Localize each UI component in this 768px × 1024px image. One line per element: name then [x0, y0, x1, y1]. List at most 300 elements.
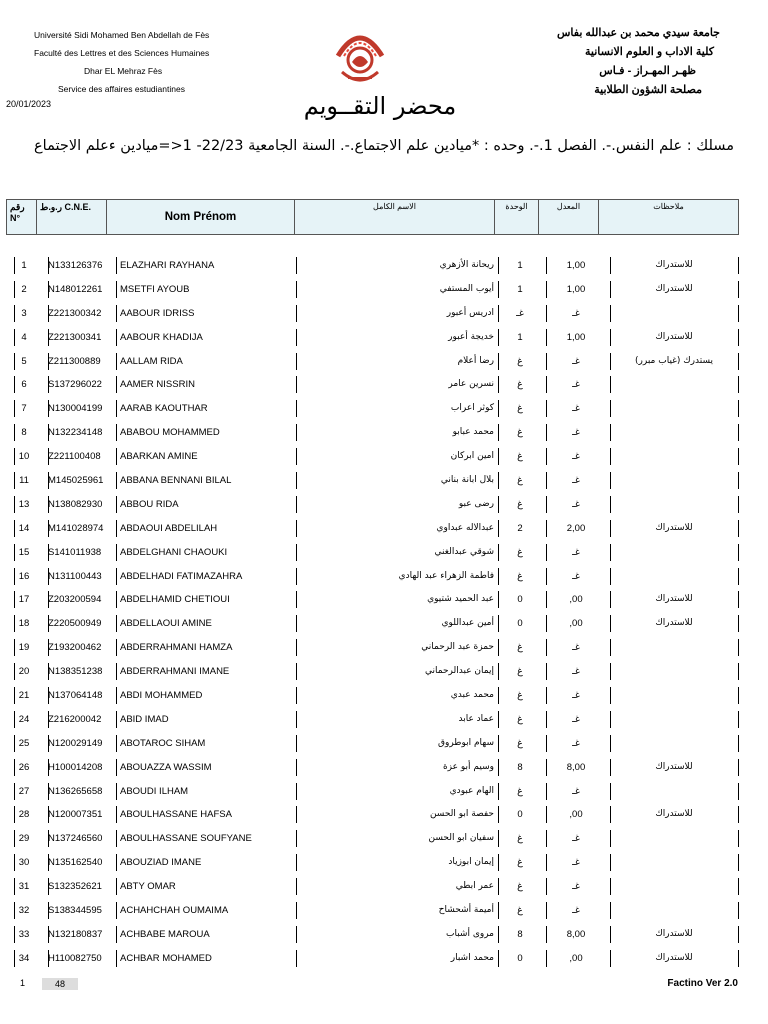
column-divider: [116, 496, 117, 513]
column-divider: [498, 759, 499, 776]
row-cne: N120007351: [48, 809, 103, 821]
row-arabic-name: خديجة أعبور: [448, 331, 494, 342]
row-number: 18: [18, 618, 30, 630]
row-cne: N136265658: [48, 785, 103, 797]
row-arabic-name: سفيان ابو الحسن: [428, 833, 494, 844]
row-unit-grade: 1: [517, 260, 523, 271]
row-number: 24: [18, 713, 30, 725]
column-divider: [48, 878, 49, 895]
column-divider: [296, 950, 297, 967]
row-remark: [610, 687, 738, 704]
row-unit-grade: 2: [517, 522, 523, 534]
row-remark: يستدرك (غياب مبرر): [635, 355, 713, 366]
row-unit-grade: غ: [517, 642, 523, 654]
row-unit-grade: 1: [517, 283, 523, 295]
column-divider: [116, 663, 117, 680]
row-arabic-name: نسرين عامر: [448, 379, 494, 390]
column-divider: [610, 353, 611, 370]
row-arabic-name: شوقي عبدالغني: [434, 546, 494, 557]
column-divider: [610, 663, 611, 680]
row-cne: Z221100408: [48, 451, 101, 463]
row-average: غـ: [572, 785, 580, 797]
row-unit-grade: غ: [517, 690, 523, 702]
column-divider: [48, 376, 49, 393]
row-arabic-name: فاطمة الزهراء عبد الهادي: [398, 570, 494, 581]
column-divider: [546, 854, 547, 871]
column-divider: [546, 806, 547, 823]
table-row: [14, 492, 738, 516]
column-divider: [296, 496, 297, 513]
column-divider: [116, 615, 117, 632]
column-divider: [546, 376, 547, 393]
column-divider: [296, 448, 297, 465]
row-unit-grade: 0: [517, 618, 523, 630]
column-divider: [296, 376, 297, 393]
column-divider: [14, 806, 15, 823]
column-divider: [610, 400, 611, 417]
column-divider: [498, 257, 499, 274]
row-unit-grade: غ: [517, 451, 523, 463]
column-divider: [498, 353, 499, 370]
university-name: Université Sidi Mohamed Ben Abdellah de Fès: [34, 30, 210, 40]
column-divider: [610, 878, 611, 895]
table-row: [14, 635, 738, 659]
document-date: 20/01/2023: [6, 99, 52, 109]
row-cne: N135162540: [48, 857, 103, 869]
column-divider: [296, 926, 297, 943]
column-divider: [296, 854, 297, 871]
row-number: 15: [18, 546, 30, 558]
table-header: [6, 199, 739, 235]
table-row: [14, 587, 738, 611]
row-remark: [610, 854, 738, 871]
row-remark: للاستدراك: [655, 761, 693, 772]
column-divider: [546, 615, 547, 632]
row-number: 8: [21, 427, 27, 439]
column-divider: [498, 329, 499, 346]
row-remark: [610, 424, 738, 441]
column-divider: [738, 663, 739, 680]
column-divider: [738, 568, 739, 585]
row-cne: S132352621: [48, 881, 102, 893]
column-divider: [610, 568, 611, 585]
row-name: AARAB KAOUTHAR: [120, 403, 208, 415]
row-arabic-name: أيوب المستفي: [439, 283, 494, 294]
column-divider: [498, 615, 499, 632]
column-divider: [498, 950, 499, 967]
row-unit-grade: غ: [517, 833, 523, 845]
column-divider: [14, 353, 15, 370]
row-average: غـ: [572, 713, 580, 725]
row-arabic-name: ادريس أعبور: [446, 307, 494, 318]
table-row: [14, 611, 738, 635]
row-remark: [610, 902, 738, 919]
header-ar-name: الاسم الكامل: [295, 200, 495, 235]
column-divider: [296, 568, 297, 585]
row-unit-grade: غ: [517, 905, 523, 917]
row-average: ,00: [569, 594, 583, 606]
column-divider: [116, 687, 117, 704]
row-cne: N131100443: [48, 570, 102, 582]
header-moy: المعدل: [539, 200, 599, 235]
row-number: 30: [18, 857, 30, 869]
row-average: ,00: [569, 618, 583, 630]
table-row: [14, 516, 738, 540]
column-divider: [296, 472, 297, 489]
university-header-ar: [520, 24, 720, 100]
column-divider: [48, 687, 49, 704]
row-unit-grade: غ: [517, 737, 523, 749]
row-average: 2,00: [566, 522, 586, 534]
row-average: غـ: [572, 379, 580, 391]
column-divider: [14, 329, 15, 346]
column-divider: [546, 329, 547, 346]
table-row: [14, 396, 738, 420]
column-divider: [116, 472, 117, 489]
table-row: [14, 683, 738, 707]
column-divider: [738, 830, 739, 847]
column-divider: [610, 926, 611, 943]
column-divider: [738, 591, 739, 608]
column-divider: [610, 687, 611, 704]
column-divider: [738, 496, 739, 513]
column-divider: [738, 711, 739, 728]
column-divider: [546, 305, 547, 322]
column-divider: [14, 496, 15, 513]
row-name: ABBOU RIDA: [120, 498, 179, 510]
row-arabic-name: حفصة ابو الحسن: [429, 809, 494, 820]
column-divider: [48, 591, 49, 608]
column-divider: [546, 544, 547, 561]
column-divider: [738, 376, 739, 393]
table-row: [14, 922, 738, 946]
column-divider: [610, 783, 611, 800]
column-divider: [498, 424, 499, 441]
column-divider: [546, 448, 547, 465]
row-average: غـ: [572, 570, 580, 582]
course-subtitle: مسلك : علم النفس.-. الفصل 1.-. وحده : *ميادين علم الاجتماع.-. السنة الجامعية 22/23- 1<=ميادين ءعلم الاجتماع: [34, 138, 734, 154]
row-number: 5: [21, 355, 27, 367]
column-divider: [610, 281, 611, 298]
column-divider: [48, 400, 49, 417]
column-divider: [738, 735, 739, 752]
column-divider: [48, 639, 49, 656]
row-average: 8,00: [566, 928, 586, 940]
row-arabic-name: حمزة عبد الرحماني: [421, 642, 494, 653]
column-divider: [14, 400, 15, 417]
column-divider: [546, 759, 547, 776]
column-divider: [116, 806, 117, 823]
column-divider: [296, 615, 297, 632]
row-cne: H110082750: [48, 952, 102, 964]
column-divider: [14, 257, 15, 274]
column-divider: [498, 735, 499, 752]
column-divider: [48, 783, 49, 800]
column-divider: [14, 663, 15, 680]
column-divider: [296, 711, 297, 728]
column-divider: [116, 591, 117, 608]
row-number: 26: [18, 761, 30, 773]
row-cne: H100014208: [48, 761, 103, 773]
column-divider: [546, 591, 547, 608]
row-average: ,00: [569, 952, 583, 964]
column-divider: [610, 305, 611, 322]
column-divider: [116, 878, 117, 895]
column-divider: [498, 878, 499, 895]
row-name: ABTY OMAR: [120, 881, 176, 893]
row-name: ABOULHASSANE SOUFYANE: [120, 833, 252, 845]
university-header-fr: [10, 26, 240, 98]
column-divider: [14, 878, 15, 895]
header-cne: ر.و.ط C.N.E.: [37, 200, 107, 235]
row-unit-grade: 8: [517, 761, 523, 773]
row-remark: [610, 711, 738, 728]
row-arabic-name: امين ابركان: [450, 451, 494, 462]
column-divider: [738, 639, 739, 656]
row-average: غـ: [572, 690, 580, 702]
column-divider: [14, 783, 15, 800]
column-divider: [48, 305, 49, 322]
column-divider: [296, 329, 297, 346]
column-divider: [610, 544, 611, 561]
column-divider: [546, 424, 547, 441]
row-number: 2: [21, 283, 27, 295]
row-number: 33: [18, 928, 30, 940]
column-divider: [546, 520, 547, 537]
column-divider: [14, 735, 15, 752]
row-name: ABDELGHANI CHAOUKI: [120, 546, 228, 558]
column-divider: [546, 472, 547, 489]
row-unit-grade: غ: [517, 713, 523, 725]
column-divider: [48, 615, 49, 632]
column-divider: [498, 854, 499, 871]
row-cne: Z203200594: [48, 594, 102, 606]
column-divider: [116, 759, 117, 776]
column-divider: [48, 735, 49, 752]
row-remark: [610, 568, 738, 585]
column-divider: [116, 902, 117, 919]
column-divider: [546, 926, 547, 943]
column-divider: [498, 902, 499, 919]
table-row: [14, 420, 738, 444]
column-divider: [546, 783, 547, 800]
column-divider: [296, 663, 297, 680]
column-divider: [610, 424, 611, 441]
column-divider: [14, 544, 15, 561]
row-number: 29: [18, 833, 30, 845]
column-divider: [48, 902, 49, 919]
column-divider: [48, 472, 49, 489]
row-average: غـ: [572, 905, 580, 917]
column-divider: [498, 281, 499, 298]
column-divider: [738, 806, 739, 823]
row-average: غـ: [572, 498, 580, 510]
row-arabic-name: إيمان ابوزياد: [448, 857, 494, 868]
column-divider: [546, 711, 547, 728]
row-unit-grade: 1: [517, 331, 523, 343]
row-name: AABOUR IDRISS: [120, 307, 195, 319]
column-divider: [296, 687, 297, 704]
column-divider: [14, 926, 15, 943]
header-unit: الوحدة: [495, 200, 539, 235]
column-divider: [546, 257, 547, 274]
row-number: 4: [21, 331, 27, 343]
row-average: غـ: [572, 857, 580, 869]
column-divider: [738, 615, 739, 632]
row-unit-grade: غ: [517, 379, 523, 391]
column-divider: [116, 329, 117, 346]
university-name-ar: جامعة سيدي محمد بن عبدالله بفاس: [556, 27, 720, 39]
column-divider: [610, 759, 611, 776]
column-divider: [48, 496, 49, 513]
column-divider: [296, 830, 297, 847]
column-divider: [14, 902, 15, 919]
header-no: رقم N°: [7, 200, 37, 235]
row-arabic-name: محمد عبابو: [452, 427, 494, 438]
table-row: [14, 564, 738, 588]
row-average: ,00: [569, 809, 583, 821]
row-name: ABDELHADI FATIMAZAHRA: [120, 570, 243, 582]
column-divider: [14, 520, 15, 537]
column-divider: [498, 305, 499, 322]
row-cne: N133126376: [48, 260, 103, 271]
table-row: [14, 946, 738, 970]
row-remark: للاستدراك: [655, 809, 693, 820]
column-divider: [738, 424, 739, 441]
column-divider: [48, 424, 49, 441]
column-divider: [14, 424, 15, 441]
row-arabic-name: ريحانة الأزهري: [439, 260, 494, 270]
row-name: ABDI MOHAMMED: [120, 690, 203, 702]
column-divider: [498, 544, 499, 561]
column-divider: [546, 902, 547, 919]
row-average: غـ: [572, 833, 580, 845]
table-row: [14, 898, 738, 922]
column-divider: [116, 783, 117, 800]
table-row: [14, 826, 738, 850]
column-divider: [48, 353, 49, 370]
row-cne: Z211300889: [48, 355, 101, 367]
row-number: 19: [18, 642, 30, 654]
column-divider: [546, 281, 547, 298]
page-title: محضر التقــويم: [303, 92, 457, 120]
column-divider: [738, 950, 739, 967]
column-divider: [14, 759, 15, 776]
row-name: MSETFI AYOUB: [120, 283, 190, 295]
row-arabic-name: كوثر اعراب: [450, 403, 494, 414]
column-divider: [296, 902, 297, 919]
column-divider: [610, 376, 611, 393]
row-remark: [610, 878, 738, 895]
column-divider: [48, 568, 49, 585]
row-name: ABDELLAOUI AMINE: [120, 618, 212, 630]
column-divider: [296, 400, 297, 417]
column-divider: [610, 615, 611, 632]
row-remark: [610, 639, 738, 656]
row-cne: N132180837: [48, 928, 103, 940]
column-divider: [738, 400, 739, 417]
column-divider: [498, 639, 499, 656]
row-number: 3: [21, 307, 27, 319]
column-divider: [48, 950, 49, 967]
row-average: 1,00: [566, 260, 586, 271]
row-arabic-name: عبدالاله عبداوي: [436, 522, 494, 533]
column-divider: [48, 711, 49, 728]
row-average: غـ: [572, 307, 580, 319]
row-cne: N138351238: [48, 666, 103, 678]
column-divider: [14, 854, 15, 871]
column-divider: [738, 353, 739, 370]
column-divider: [116, 257, 117, 274]
row-cne: Z221300341: [48, 331, 102, 343]
total-count: 48: [42, 978, 78, 990]
row-name: ABBANA BENNANI BILAL: [120, 475, 232, 487]
column-divider: [116, 711, 117, 728]
row-number: 10: [18, 451, 30, 463]
column-divider: [498, 448, 499, 465]
column-divider: [610, 257, 611, 274]
row-average: 1,00: [566, 331, 586, 343]
table-row: [14, 277, 738, 301]
row-cne: N137064148: [48, 690, 103, 702]
column-divider: [48, 448, 49, 465]
column-divider: [546, 353, 547, 370]
table-row: [14, 731, 738, 755]
column-divider: [14, 687, 15, 704]
column-divider: [610, 472, 611, 489]
column-divider: [116, 376, 117, 393]
row-number: 1: [21, 260, 27, 271]
row-cne: S141011938: [48, 546, 102, 558]
row-cne: N120029149: [48, 737, 103, 749]
row-average: غـ: [572, 475, 580, 487]
row-average: غـ: [572, 642, 580, 654]
row-remark: للاستدراك: [655, 594, 693, 605]
column-divider: [498, 472, 499, 489]
column-divider: [296, 759, 297, 776]
column-divider: [738, 472, 739, 489]
column-divider: [296, 520, 297, 537]
row-number: 20: [18, 666, 30, 678]
row-cne: N138082930: [48, 498, 103, 510]
row-remark: [610, 544, 738, 561]
row-average: غـ: [572, 737, 580, 749]
column-divider: [14, 711, 15, 728]
row-unit-grade: 8: [517, 928, 523, 940]
row-unit-grade: غ: [517, 666, 523, 678]
column-divider: [116, 448, 117, 465]
row-cne: N132234148: [48, 427, 103, 439]
row-arabic-name: رضا أعلام: [457, 355, 494, 366]
row-arabic-name: عبد الحميد شتيوي: [427, 594, 494, 605]
row-remark: للاستدراك: [655, 331, 693, 342]
row-number: 7: [21, 403, 27, 415]
row-cne: M141028974: [48, 522, 104, 534]
row-name: ELAZHARI RAYHANA: [120, 260, 215, 271]
row-arabic-name: عماد عابد: [458, 713, 494, 724]
column-divider: [296, 591, 297, 608]
software-version: Factino Ver 2.0: [667, 978, 738, 989]
row-name: ACHAHCHAH OUMAIMA: [120, 905, 229, 917]
column-divider: [296, 783, 297, 800]
row-unit-grade: غ: [517, 498, 523, 510]
row-name: ACHBAR MOHAMED: [120, 952, 212, 964]
column-divider: [116, 854, 117, 871]
column-divider: [498, 663, 499, 680]
column-divider: [296, 305, 297, 322]
row-arabic-name: سهام ابوطروق: [438, 737, 494, 748]
row-name: ABDELHAMID CHETIOUI: [120, 594, 230, 606]
